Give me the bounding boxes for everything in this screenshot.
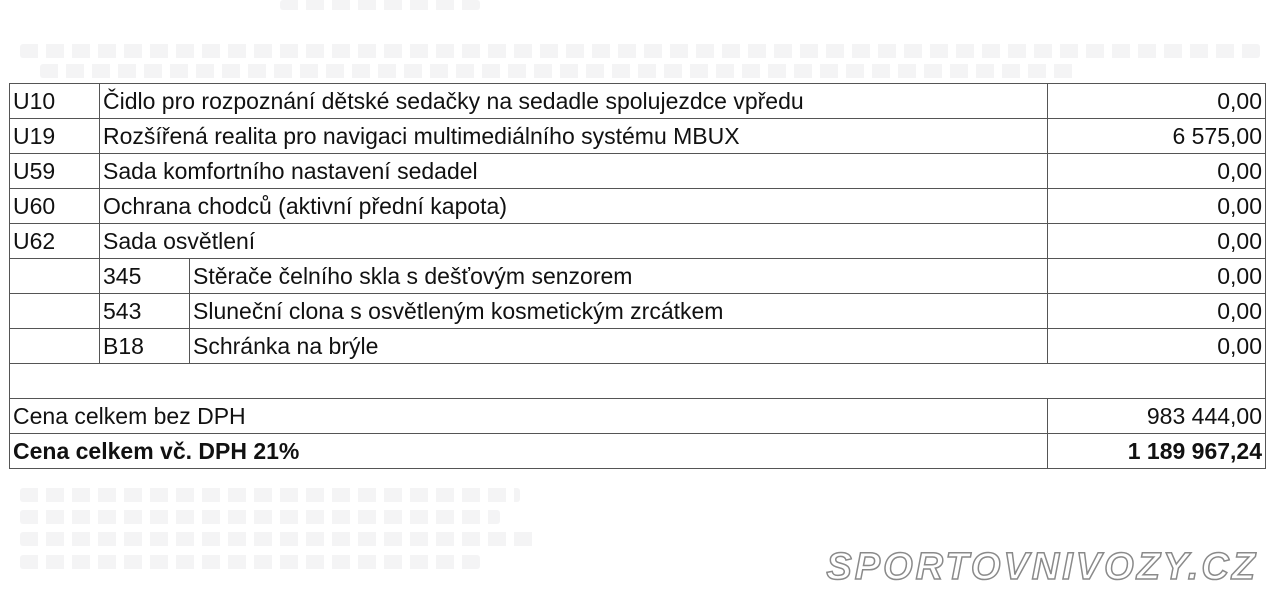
options-price-table <box>9 83 1266 469</box>
option-description: Sluneční clona s osvětleným kosmetickým zrcátkem <box>190 294 1048 329</box>
option-description: Ochrana chodců (aktivní přední kapota) <box>100 189 1048 224</box>
option-code: U60 <box>10 189 100 224</box>
option-price: 0,00 <box>1048 329 1266 364</box>
faded-background-text <box>40 64 1080 78</box>
option-code-empty <box>10 329 100 364</box>
faded-background-text <box>20 44 1260 58</box>
option-description: Schránka na brýle <box>190 329 1048 364</box>
option-price: 0,00 <box>1048 259 1266 294</box>
faded-background-text <box>280 0 480 10</box>
table-row <box>10 224 1266 259</box>
table-row <box>10 294 1266 329</box>
option-code: U62 <box>10 224 100 259</box>
table-row <box>10 259 1266 294</box>
option-code-empty <box>10 294 100 329</box>
total-gross-value: 1 189 967,24 <box>1048 434 1266 469</box>
option-price: 0,00 <box>1048 294 1266 329</box>
watermark-logo: SPORTOVNIVOZY.CZ <box>826 546 1258 588</box>
total-gross-label: Cena celkem vč. DPH 21% <box>10 434 1048 469</box>
option-code: U59 <box>10 154 100 189</box>
sub-option-code: 345 <box>100 259 190 294</box>
total-net-row <box>10 399 1266 434</box>
faded-background-text <box>20 510 500 524</box>
empty-separator-row <box>10 364 1266 399</box>
option-code-empty <box>10 259 100 294</box>
table-row <box>10 119 1266 154</box>
table-row <box>10 329 1266 364</box>
table-row <box>10 84 1266 119</box>
faded-background-text <box>20 488 520 502</box>
option-code: U10 <box>10 84 100 119</box>
option-price: 0,00 <box>1048 224 1266 259</box>
total-net-label: Cena celkem bez DPH <box>10 399 1048 434</box>
table-row <box>10 154 1266 189</box>
option-description: Čidlo pro rozpoznání dětské sedačky na sedadle spolujezdce vpředu <box>100 84 1048 119</box>
sub-option-code: 543 <box>100 294 190 329</box>
empty-cell <box>10 364 1266 399</box>
option-price: 0,00 <box>1048 84 1266 119</box>
option-price: 0,00 <box>1048 154 1266 189</box>
sub-option-code: B18 <box>100 329 190 364</box>
total-gross-row <box>10 434 1266 469</box>
option-price: 0,00 <box>1048 189 1266 224</box>
option-code: U19 <box>10 119 100 154</box>
option-description: Stěrače čelního skla s dešťovým senzorem <box>190 259 1048 294</box>
faded-background-text <box>20 555 480 569</box>
table-row <box>10 189 1266 224</box>
option-price: 6 575,00 <box>1048 119 1266 154</box>
option-description: Rozšířená realita pro navigaci multimediálního systému MBUX <box>100 119 1048 154</box>
option-description: Sada komfortního nastavení sedadel <box>100 154 1048 189</box>
faded-background-text <box>20 532 540 546</box>
option-description: Sada osvětlení <box>100 224 1048 259</box>
total-net-value: 983 444,00 <box>1048 399 1266 434</box>
